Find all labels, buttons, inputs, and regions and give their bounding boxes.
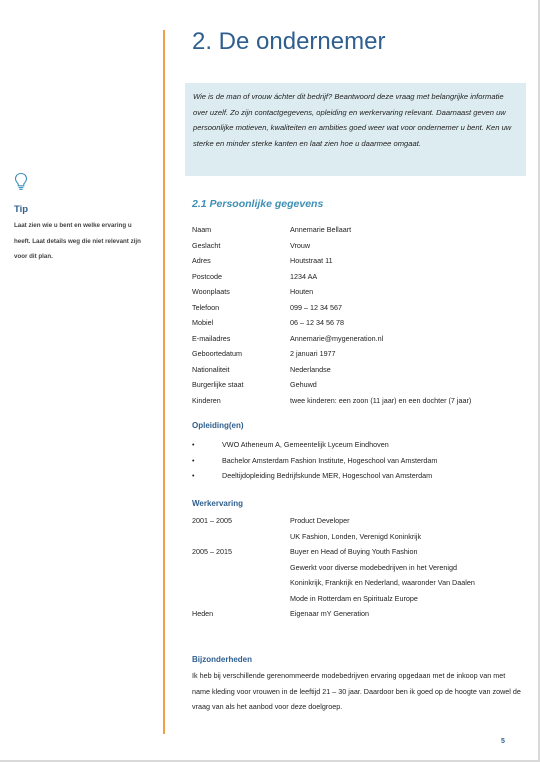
- table-row: [192, 377, 522, 393]
- work-period: 2005 – 2015: [192, 547, 232, 556]
- work-period: Heden: [192, 609, 214, 618]
- bullet: •: [192, 455, 195, 465]
- table-row: [192, 560, 522, 576]
- field-label: Naam: [192, 225, 212, 234]
- field-label: E-mailadres: [192, 333, 231, 343]
- work-period: [192, 529, 290, 545]
- bullet: •: [192, 471, 195, 480]
- table-row: [192, 284, 522, 300]
- list-item: [192, 453, 522, 469]
- personal-heading: 2.1 Persoonlijke gegevens: [192, 198, 324, 210]
- work-period: [192, 560, 290, 576]
- field-value: Vrouw: [290, 240, 311, 250]
- work-text: UK Fashion, Londen, Verenigd Koninkrijk: [290, 531, 422, 541]
- work-text: Buyer en Head of Buying Youth Fashion: [290, 547, 418, 556]
- table-row: [192, 300, 522, 316]
- bullet: •: [192, 440, 195, 449]
- lightbulb-icon: [14, 172, 28, 192]
- work-text: Eigenaar mY Generation: [290, 609, 369, 618]
- page-title: 2. De ondernemer: [192, 28, 386, 55]
- field-value: 099 – 12 34 567: [290, 302, 342, 312]
- field-value: Gehuwd: [290, 380, 317, 389]
- intro-box: Wie is de man of vrouw áchter dit bedrijf? Beantwoord deze vraag met belangrijke informatie over uzelf. Zo zijn contactgegevens, opleiding en werkervaring relevant. Daarnaast geven uw persoonlijke motieven, kwaliteiten en ambities goed weer wat voor ondernemer u bent. Ken uw sterke en minder sterke kanten en laat zien hoe u daarmee omgaat.: [185, 83, 526, 176]
- field-label: Woonplaats: [192, 287, 230, 296]
- work-text: Koninkrijk, Frankrijk en Nederland, waaronder Van Daalen: [290, 578, 475, 587]
- field-label: Geslacht: [192, 240, 221, 250]
- table-row: [192, 253, 522, 269]
- field-label: Telefoon: [192, 302, 220, 312]
- table-row: [192, 362, 522, 378]
- field-value: Annemarie@mygeneration.nl: [290, 333, 384, 343]
- field-value: 2 januari 1977: [290, 349, 336, 358]
- table-row: [192, 606, 522, 622]
- table-row: [192, 331, 522, 347]
- education-list: [192, 437, 522, 484]
- field-label: Burgerlijke staat: [192, 380, 244, 389]
- work-period: [192, 575, 290, 591]
- education-heading: Opleiding(en): [192, 421, 244, 430]
- field-label: Mobiel: [192, 318, 214, 327]
- personal-table: [192, 222, 522, 408]
- field-label: Adres: [192, 256, 211, 265]
- table-row: [192, 591, 522, 607]
- field-label: Postcode: [192, 271, 222, 281]
- table-row: [192, 238, 522, 254]
- list-item-text: Bachelor Amsterdam Fashion Institute, Hogeschool van Amsterdam: [222, 455, 438, 465]
- tip-text: Laat zien wie u bent en welke ervaring u heeft. Laat details weg die niet relevant zijn voor dit plan.: [14, 222, 141, 260]
- table-row: [192, 315, 522, 331]
- table-row: [192, 393, 522, 409]
- tip-title: Tip: [14, 204, 29, 215]
- field-value: 1234 AA: [290, 271, 318, 281]
- table-row: [192, 513, 522, 529]
- list-item-text: Deeltijdopleiding Bedrijfskunde MER, Hogeschool van Amsterdam: [222, 471, 433, 480]
- extra-heading: Bijzonderheden: [192, 655, 253, 664]
- table-row: [192, 529, 522, 545]
- field-value: Houtstraat 11: [290, 256, 333, 265]
- work-table: [192, 513, 522, 622]
- table-row: [192, 269, 522, 285]
- table-row: [192, 222, 522, 238]
- work-text: Product Developer: [290, 516, 350, 525]
- field-label: Geboortedatum: [192, 349, 242, 358]
- list-item-text: VWO Atheneum A, Gemeentelijk Lyceum Eindhoven: [222, 440, 389, 449]
- work-text: Mode in Rotterdam en Spiritualz Europe: [290, 593, 418, 603]
- table-row: [192, 575, 522, 591]
- table-row: [192, 544, 522, 560]
- extra-text: Ik heb bij verschillende gerenommeerde modebedrijven ervaring opgedaan met de inkoop van met name kleding voor vrouwen in de leeftijd 21 – 30 jaar. Daardoor ben ik goed op de hoogte van zowel de vraag van als het aanbod voor deze doelgroep.: [192, 671, 521, 711]
- field-value: twee kinderen: een zoon (11 jaar) en een dochter (7 jaar): [290, 395, 472, 405]
- field-value: Annemarie Bellaart: [290, 225, 352, 234]
- work-period: [192, 591, 290, 607]
- field-value: 06 – 12 34 56 78: [290, 318, 344, 327]
- field-label: Kinderen: [192, 395, 221, 405]
- list-item: [192, 468, 522, 484]
- field-value: Nederlandse: [290, 364, 331, 374]
- work-text: Gewerkt voor diverse modebedrijven in het Verenigd: [290, 562, 457, 572]
- orange-divider: [163, 30, 165, 734]
- tip-panel: [14, 172, 149, 265]
- work-period: 2001 – 2005: [192, 516, 232, 525]
- table-row: [192, 346, 522, 362]
- field-value: Houten: [290, 287, 314, 296]
- page-number: 5: [501, 738, 505, 745]
- list-item: [192, 437, 522, 453]
- work-heading: Werkervaring: [192, 499, 243, 508]
- field-label: Nationaliteit: [192, 364, 230, 374]
